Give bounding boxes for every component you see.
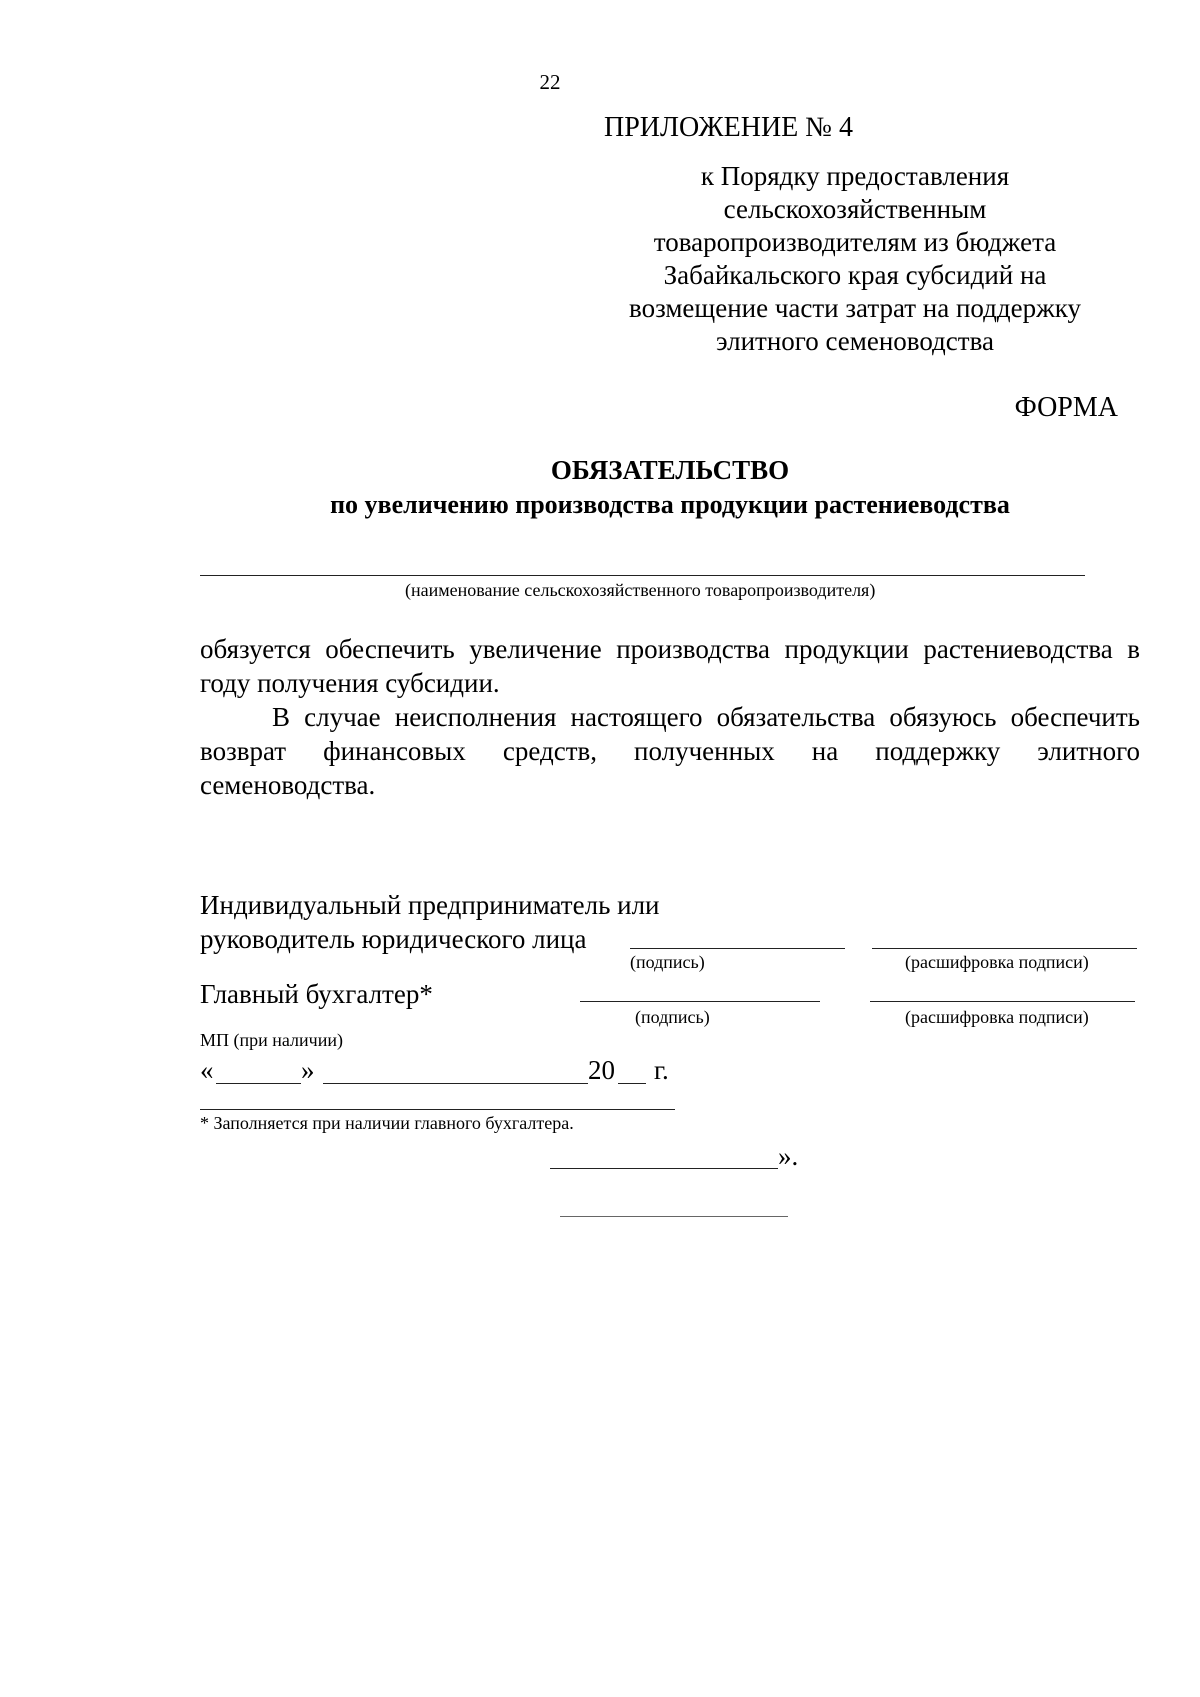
- head-label-line-2: руководитель юридического лица: [200, 924, 587, 954]
- accountant-signature-caption: (подпись): [635, 1007, 710, 1027]
- closing-line: [550, 1168, 778, 1169]
- date-close-quote: »: [301, 1055, 315, 1085]
- producer-name-caption: (наименование сельскохозяйственного товаропроизводителя): [405, 580, 876, 600]
- bottom-separator-line: [560, 1216, 788, 1217]
- document-subtitle: по увеличению производства продукции растениеводства: [330, 490, 1010, 519]
- obligation-text: [200, 632, 1140, 802]
- producer-name-line: [200, 575, 1085, 576]
- closing-mark: ».: [778, 1141, 799, 1171]
- date-year-suffix: г.: [654, 1055, 669, 1085]
- footnote: * Заполняется при наличии главного бухгалтера.: [200, 1113, 574, 1133]
- accountant-signature-line: [580, 1001, 820, 1002]
- accountant-decoding-line: [870, 1001, 1135, 1002]
- footnote-separator: [200, 1109, 675, 1110]
- date-year-prefix: 20: [588, 1055, 615, 1085]
- head-decoding-caption: (расшифровка подписи): [905, 952, 1089, 972]
- appendix-subtitle: к Порядку предоставления сельскохозяйственным товаропроизводителям из бюджета Забайкальского края субсидий на возмещение части затрат на поддержку элитного семеноводства: [629, 161, 1081, 356]
- accountant-decoding-caption: (расшифровка подписи): [905, 1007, 1089, 1027]
- date-open-quote: «: [200, 1055, 214, 1085]
- date-day-line: [216, 1083, 301, 1084]
- head-label-line-1: Индивидуальный предприниматель или: [200, 890, 660, 920]
- head-signature-caption: (подпись): [630, 952, 705, 972]
- date-year-line: [618, 1083, 646, 1084]
- form-label: ФОРМА: [1014, 392, 1118, 423]
- head-decoding-line: [872, 948, 1137, 949]
- date-month-line: [323, 1083, 588, 1084]
- seal-label: МП (при наличии): [200, 1030, 343, 1050]
- accountant-label: Главный бухгалтер*: [200, 979, 433, 1009]
- page-number: 22: [539, 70, 561, 94]
- document-title: ОБЯЗАТЕЛЬСТВО: [550, 455, 790, 485]
- obligation-paragraph-1: обязуется обеспечить увеличение производства продукции растениеводства в году получения субсидии.: [200, 634, 1140, 698]
- head-signature-line: [630, 948, 845, 949]
- obligation-paragraph-2: В случае неисполнения настоящего обязательства обязуюсь обеспечить возврат финансовых средств, полученных на поддержку элитного семеноводства.: [200, 702, 1140, 800]
- appendix-title: ПРИЛОЖЕНИЕ № 4: [604, 112, 853, 143]
